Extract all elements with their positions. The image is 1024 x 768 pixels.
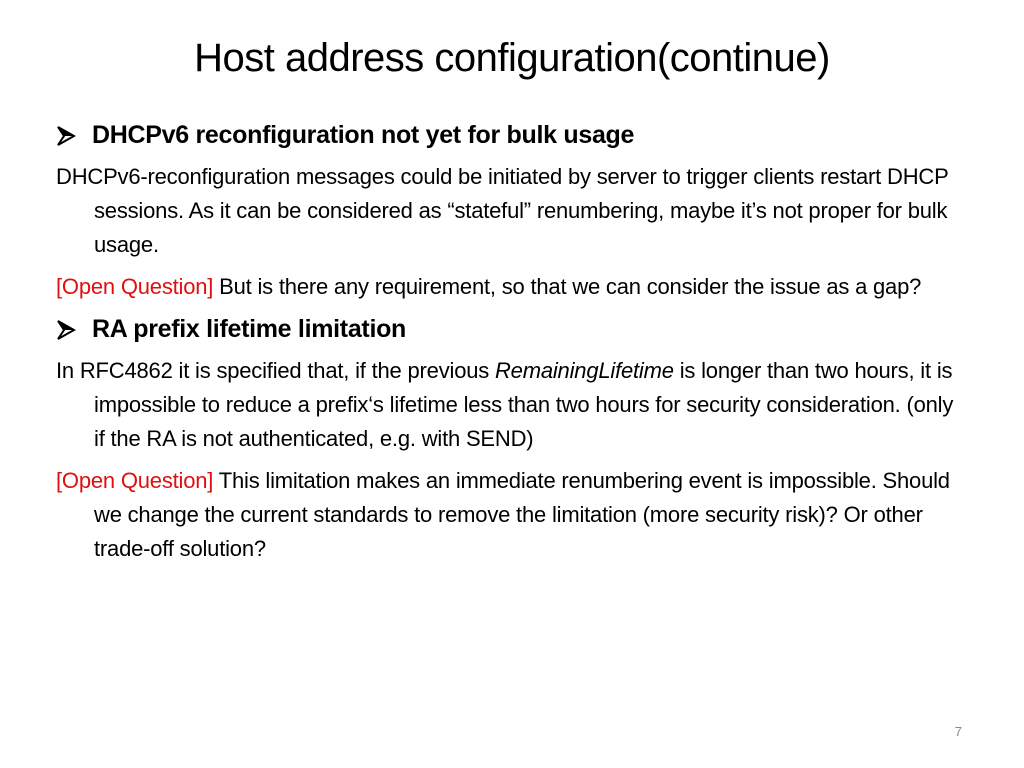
- paragraph-open-question-1: [56, 270, 956, 304]
- bullet-heading-text: DHCPv6 reconfiguration not yet for bulk usage: [92, 121, 635, 149]
- arrowhead-bullet-icon: [56, 312, 92, 340]
- paragraph-open-question-2: [56, 464, 956, 566]
- bullet-heading-text: RA prefix lifetime limitation: [92, 315, 407, 343]
- arrowhead-bullet-icon: [56, 118, 92, 146]
- paragraph-dhcpv6-reconfiguration: DHCPv6-reconfiguration messages could be initiated by server to trigger clients restart DHCP sessions. As it can be considered as “stateful” renumbering, maybe it’s not proper for bulk usage.: [56, 164, 949, 257]
- page-number: 7: [954, 724, 962, 739]
- bullet-heading-ra-prefix: [56, 312, 956, 346]
- open-question-label: [Open Question]: [56, 274, 214, 299]
- open-question-text: But is there any requirement, so that we can consider the issue as a gap?: [213, 274, 922, 299]
- slide-title: Host address configuration(continue): [194, 36, 830, 80]
- remaining-lifetime-term: RemainingLifetime: [494, 358, 674, 383]
- bullet-heading-dhcpv6: [56, 118, 956, 152]
- open-question-label: [Open Question]: [56, 468, 214, 493]
- rfc4862-text-start: In RFC4862 it is specified that, if the previous: [56, 358, 495, 383]
- slide-content: [56, 118, 956, 574]
- rfc4862-text-end: is longer than two hours, it is impossible to reduce a prefix‘s lifetime less than two hours for security consideration. (only if the RA is not authenticated, e.g. with SEND): [94, 358, 954, 451]
- paragraph-rfc4862: [56, 354, 956, 456]
- open-question-text: This limitation makes an immediate renumbering event is impossible. Should we change the current standards to remove the limitation (more security risk)? Or other trade-off solution?: [94, 468, 950, 561]
